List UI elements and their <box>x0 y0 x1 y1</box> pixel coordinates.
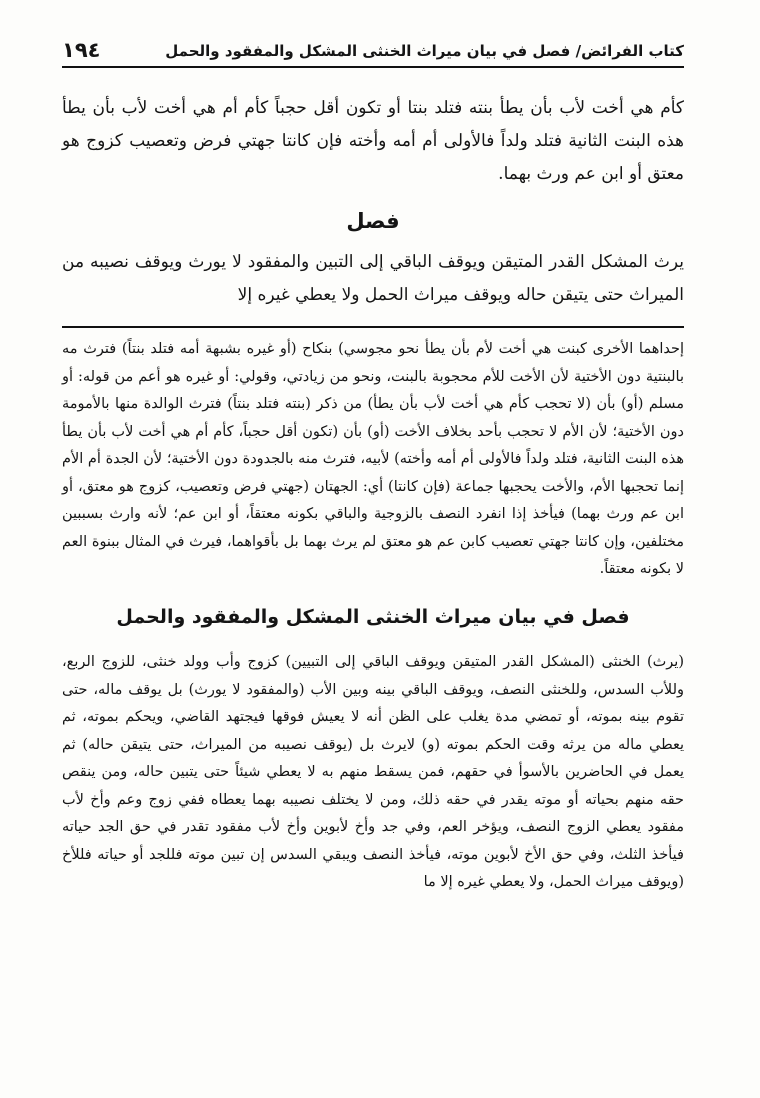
running-title: كتاب الفرائض/ فصل في بيان ميراث الخنثى المشكل والمفقود والحمل <box>165 42 684 60</box>
book-page <box>62 0 684 1098</box>
commentary-text <box>62 336 684 897</box>
main-paragraph-2: يرث المشكل القدر المتيقن ويوقف الباقي إلى التبين والمفقود لا يورث ويوقف نصيبه من الميراث حتى يتيقن حاله ويوقف ميراث الحمل ولا يعطي غيره إلا <box>62 252 684 305</box>
main-text <box>62 92 684 312</box>
page-number: ١٩٤ <box>62 38 101 62</box>
page-header <box>62 34 684 68</box>
text-commentary-divider <box>62 326 684 328</box>
commentary-section-title: فصل في بيان ميراث الخنثى المشكل والمفقود والحمل <box>116 605 630 628</box>
main-paragraph-1: كأم هي أخت لأب بأن يطأ بنته فتلد بنتا أو تكون أقل حجباً كأم أم هي أخت لأب بأن يطأ هذه البنت الثانية فتلد ولداً فالأولى أم أمه وأخته فإن كانتا جهتي فرض وتعصيب كزوج هو معتق أو ابن عم ورث بهما. <box>62 98 684 184</box>
main-section-heading: فصل <box>346 209 400 233</box>
commentary-paragraph-2: (يرث) الخنثى (المشكل القدر المتيقن ويوقف الباقي إلى التبيين) كزوج وأب وولد خنثى، للزوج الربع، وللأب السدس، وللخنثى النصف، ويوقف الباقي بينه وبين الأب (والمفقود لا يورث) بل يوقف ماله، حتى تقوم بينه بموته، أو تمضي مدة يغلب على الظن أنه لا يعيش فوقها فيجتهد القاضي، ويحكم بموته، ثم يعطي ماله من يرثه وقت الحكم بموته (و) لايرث بل (يوقف نصيبه من الميراث، حتى يتيقن حاله) ثم يعمل في الحاضرين بالأسوأ في حقهم، فمن يسقط منهم به لا يعطي شيئاً حتى يتبين حاله، ومن ينقص حقه منهم بحياته أو موته يقدر في حقه ذلك، ومن لا يختلف نصيبه بهما يعطاه ففي زوج وعم وأخ لأب مفقود يعطي الزوج النصف، ويؤخر العم، وفي جد وأخ لأبوين وأخ لأب مفقود تقدر في حق الجد حياته فيأخذ الثلث، وفي حق الأخ لأبوين موته، فيأخذ النصف ويبقي السدس إن تبين موته فللجد أو حياته فللأخ (ويوقف ميراث الحمل، ولا يعطي غيره إلا ما <box>62 654 684 890</box>
commentary-paragraph-1: إحداهما الأخرى كبنت هي أخت لأم بأن يطأ نحو مجوسي) بنكاح (أو غيره بشبهة أمه فتلد بنتاً) فترث مه بالبنتية دون الأختية لأن الأخت للأم محجوبة بالبنت، ونحو من زيادتي، وقولي: أو غيره هو أعم من قوله: أو مسلم (أو) بأن (لا تحجب كأم هي أخت لأب بأن يطأ) من ذكر (بنته فتلد بنتاً) فترث الوالدة منها بالأمومة دون الأختية؛ لأن الأم لا تحجب بأحد بخلاف الأخت (أو) بأن (تكون أقل حجباً، كأم أم هي أخت لأب بأن يطأ هذه البنت الثانية، فتلد ولداً فالأولى أم أمه وأخته) لأبيه، فترث منه بالجدودة دون الأختية؛ لأن الجدة أم الأم إنما تحجبها الأم، والأخت يحجبها جماعة (فإن كانتا) أي: الجهتان (جهتي فرض وتعصيب، كزوج هو معتق، أو ابن عم ورث بهما) فيأخذ إذا انفرد النصف بالزوجية والباقي بكونه معتقاً، أو ابن عم؛ لأنه وارث بسببين مختلفين، وإن كانتا جهتي تعصيب كابن عم هو معتق لم يرث بهما بل بأقواهما، فيرث في المثال ببنوة العم لا بكونه معتقاً. <box>62 341 684 577</box>
